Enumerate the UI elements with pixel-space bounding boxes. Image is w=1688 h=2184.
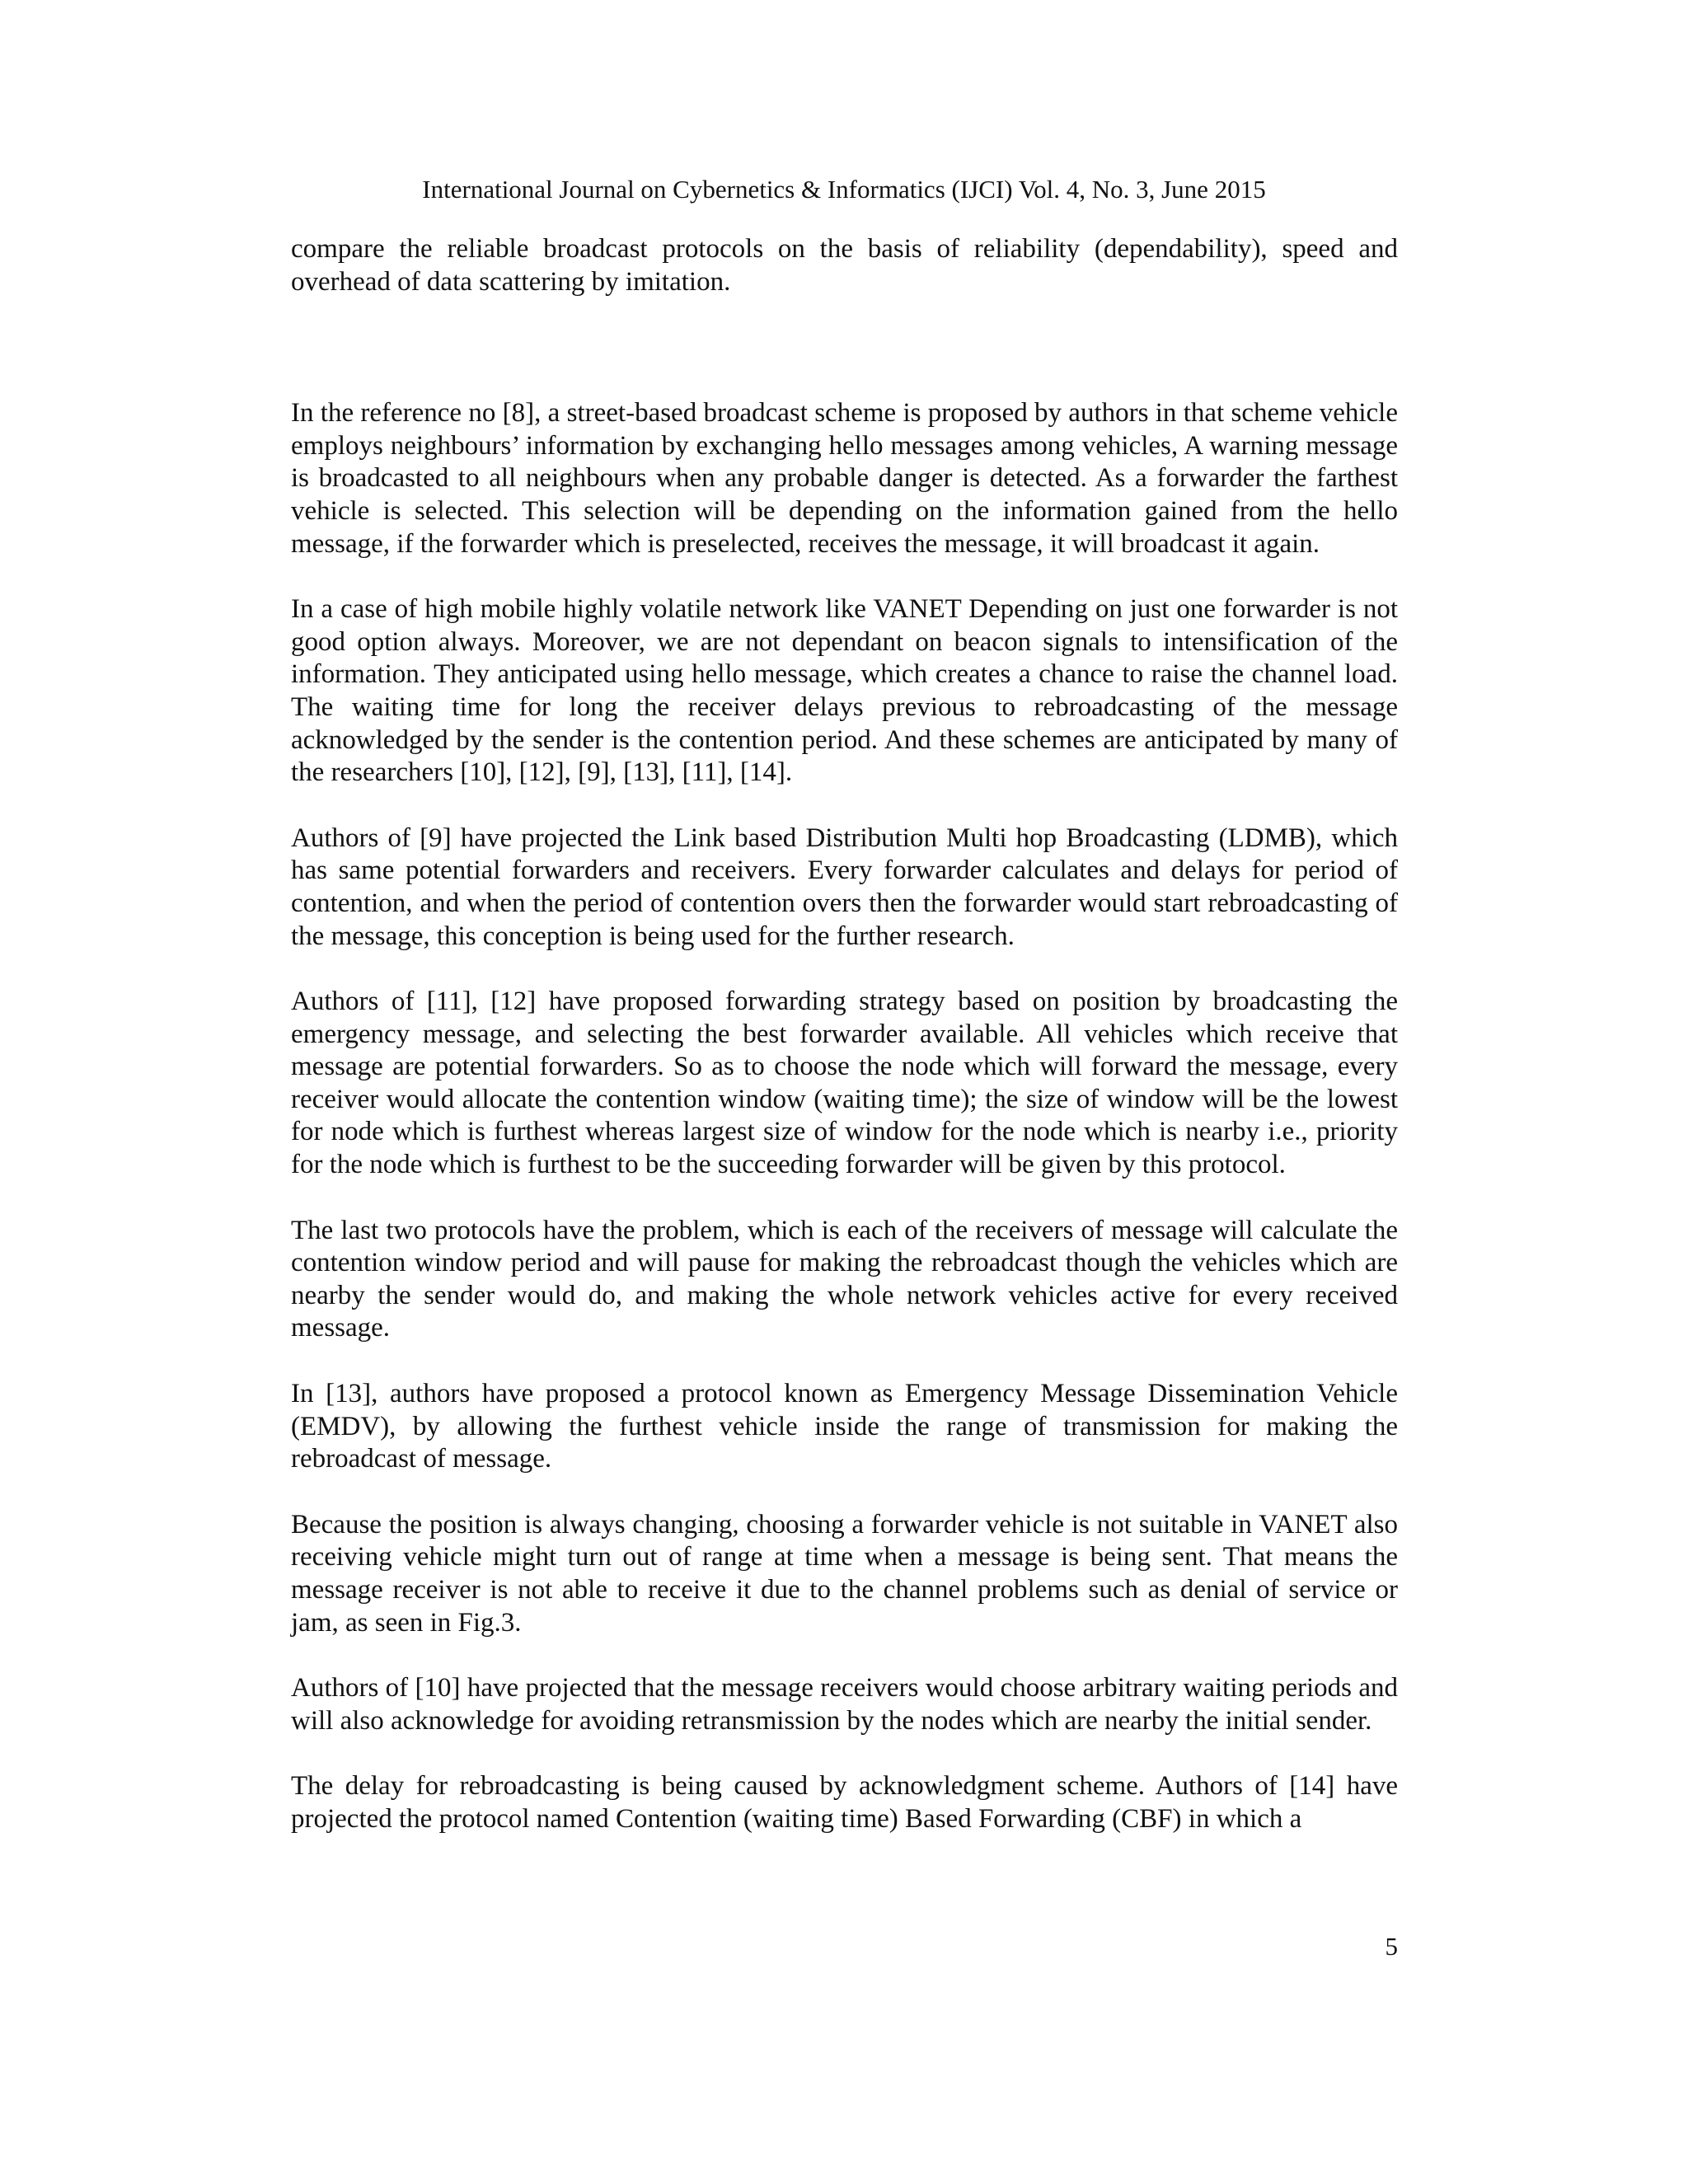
paragraph-position-changing: Because the position is always changing, choosing a forwarder vehicle is not suitable in VANET also receiving vehicle might turn out of range at time when a message is being sent. That means the message receiver is not able to receive it due to the channel problems such as denial of service or jam, as seen in Fig.3. [291, 1509, 1398, 1638]
paragraph-waiting-periods: Authors of [10] have projected that the message receivers would choose arbitrary waiting periods and will also acknowledge for avoiding retransmission by the nodes which are nearby the initial sender. [291, 1673, 1398, 1736]
paragraph-continuation: compare the reliable broadcast protocols on the basis of reliability (dependability), speed and overhead of data scattering by imitation. [291, 234, 1398, 297]
paragraph-street-broadcast: In the reference no [8], a street-based broadcast scheme is proposed by authors in that scheme vehicle employs neighbours’ information by exchanging hello messages among vehicles, A warning message is broadcasted to all neighbours when any probable danger is detected. As a forwarder the farthest vehicle is selected. This selection will be depending on the information gained from the hello message, if the forwarder which is preselected, receives the message, it will broadcast it again. [291, 398, 1398, 559]
body-text [291, 233, 1398, 1869]
paragraph-vanet-forwarder: In a case of high mobile highly volatile network like VANET Depending on just one forwarder is not good option always. Moreover, we are not dependant on beacon signals to intensification of the information. They anticipated using hello message, which creates a chance to raise the channel load. The waiting time for long the receiver delays previous to rebroadcasting of the message acknowledged by the sender is the contention period. And these schemes are anticipated by many of the researchers [10], [12], [9], [13], [11], [14]. [291, 594, 1398, 788]
paragraph-cbf: The delay for rebroadcasting is being caused by acknowledgment scheme. Authors of [14] have projected the protocol named Contention (waiting time) Based Forwarding (CBF) in which a [291, 1771, 1398, 1834]
running-header: International Journal on Cybernetics & Informatics (IJCI) Vol. 4, No. 3, June 2015 [422, 175, 1266, 204]
paragraph-protocol-problem: The last two protocols have the problem, which is each of the receivers of message will calculate the contention window period and will pause for making the rebroadcast though the vehicles which are nearby the sender would do, and making the whole network vehicles active for every received message. [291, 1215, 1398, 1343]
paragraph-emdv: In [13], authors have proposed a protocol known as Emergency Message Dissemination Vehicle (EMDV), by allowing the furthest vehicle inside the range of transmission for making the rebroadcast of message. [291, 1379, 1398, 1474]
paragraph-position-forwarding: Authors of [11], [12] have proposed forwarding strategy based on position by broadcasting the emergency message, and selecting the best forwarder available. All vehicles which receive that message are potential forwarders. So as to choose the node which will forward the message, every receiver would allocate the contention window (waiting time); the size of window will be the lowest for node which is furthest whereas largest size of window for the node which is nearby i.e., priority for the node which is furthest to be the succeeding forwarder will be given by this protocol. [291, 987, 1398, 1180]
page-number: 5 [1385, 1932, 1398, 1961]
paragraph-ldmb: Authors of [9] have projected the Link based Distribution Multi hop Broadcasting (LDMB), which has same potential forwarders and receivers. Every forwarder calculates and delays for period of contention, and when the period of contention overs then the forwarder would start rebroadcasting of the message, this conception is being used for the further research. [291, 823, 1398, 951]
